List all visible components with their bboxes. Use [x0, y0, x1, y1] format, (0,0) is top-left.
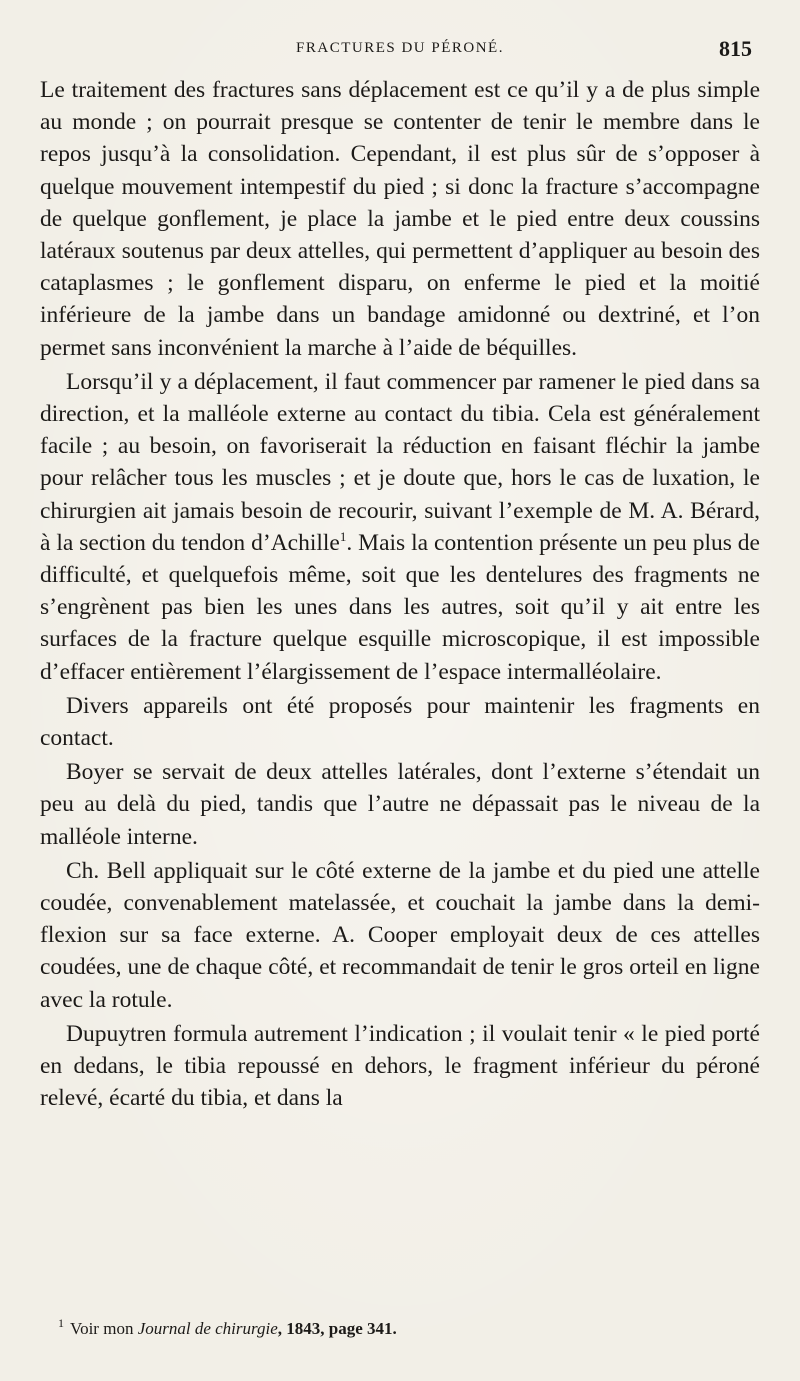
running-title: FRACTURES DU PÉRONÉ.	[296, 40, 504, 56]
footnote-prefix: Voir mon	[70, 1319, 138, 1338]
paragraph-text: Lorsqu’il y a déplacement, il faut commencer par ramener le pied dans sa direction, et la malléole externe au contact du tibia. Cela est généralement facile ; au besoin, on favoriserait la réduction en faisant fléchir la jambe pour relâcher tous les muscles ; et je doute que, hors le cas de luxation, le chirurgien ait jamais besoin de recourir, suivant l’exemple de M. A. Bérard, à la section du tendon d’Achille	[40, 368, 760, 556]
footnote	[58, 1318, 758, 1340]
footnote-suffix: , 1843, page 341.	[277, 1319, 397, 1338]
paragraph-dupuytren: Dupuytren formula autrement l’indication ; il voulait tenir « le pied porté en dedans, le tibia repoussé en dehors, le fragment inférieur du péroné relevé, écarté du tibia, et dans la	[40, 1020, 760, 1112]
paragraph-bell-cooper: Ch. Bell appliquait sur le côté externe de la jambe et du pied une attelle coudée, convenablement matelassée, et couchait la jambe dans la demi-flexion sur sa face externe. A. Cooper employait deux de ces attelles coudées, une de chaque côté, et recommandait de tenir le gros orteil en ligne avec la rotule.	[40, 857, 760, 1013]
body-text	[40, 74, 760, 1117]
paragraph-treatment-without-displacement: Le traitement des fractures sans déplacement est ce qu’il y a de plus simple au monde ; on pourrait presque se contenter de tenir le membre dans le repos jusqu’à la consolidation. Cependant, il est plus sûr de s’opposer à quelque mouvement intempestif du pied ; si donc la fracture s’accompagne de quelque gonflement, je place la jambe et le pied entre deux coussins latéraux soutenus par deux attelles, qui permettent d’appliquer au besoin des cataplasmes ; le gonflement disparu, on enferme le pied et la moitié inférieure de la jambe dans un bandage amidonné ou dextriné, et l’on permet sans inconvénient la marche à l’aide de béquilles.	[40, 77, 760, 361]
paragraph-apparatus: Divers appareils ont été proposés pour maintenir les fragments en contact.	[40, 692, 760, 752]
page-number: 815	[719, 36, 752, 61]
footnote-reference: 1	[339, 529, 347, 545]
footnote-journal-title: Journal de chirurgie	[137, 1319, 278, 1338]
paragraph-boyer: Boyer se servait de deux attelles latérales, dont l’externe s’étendait un peu au delà du pied, tandis que l’autre ne dépassait pas le niveau de la malléole interne.	[40, 759, 760, 850]
paragraph-text-continued: . Mais la contention présente un peu plus de difficulté, et quelquefois même, soit que les dentelures des fragments ne s’engrènent pas bien les unes dans les autres, soit qu’il y ait entre les surfaces de la fracture quelque esquille microscopique, il est impossible d’effacer entièrement l’élargissement de l’espace intermalléolaire.	[40, 529, 760, 685]
footnote-mark: 1	[58, 1316, 64, 1331]
paragraph-treatment-with-displacement	[40, 366, 760, 688]
running-head	[40, 36, 760, 66]
